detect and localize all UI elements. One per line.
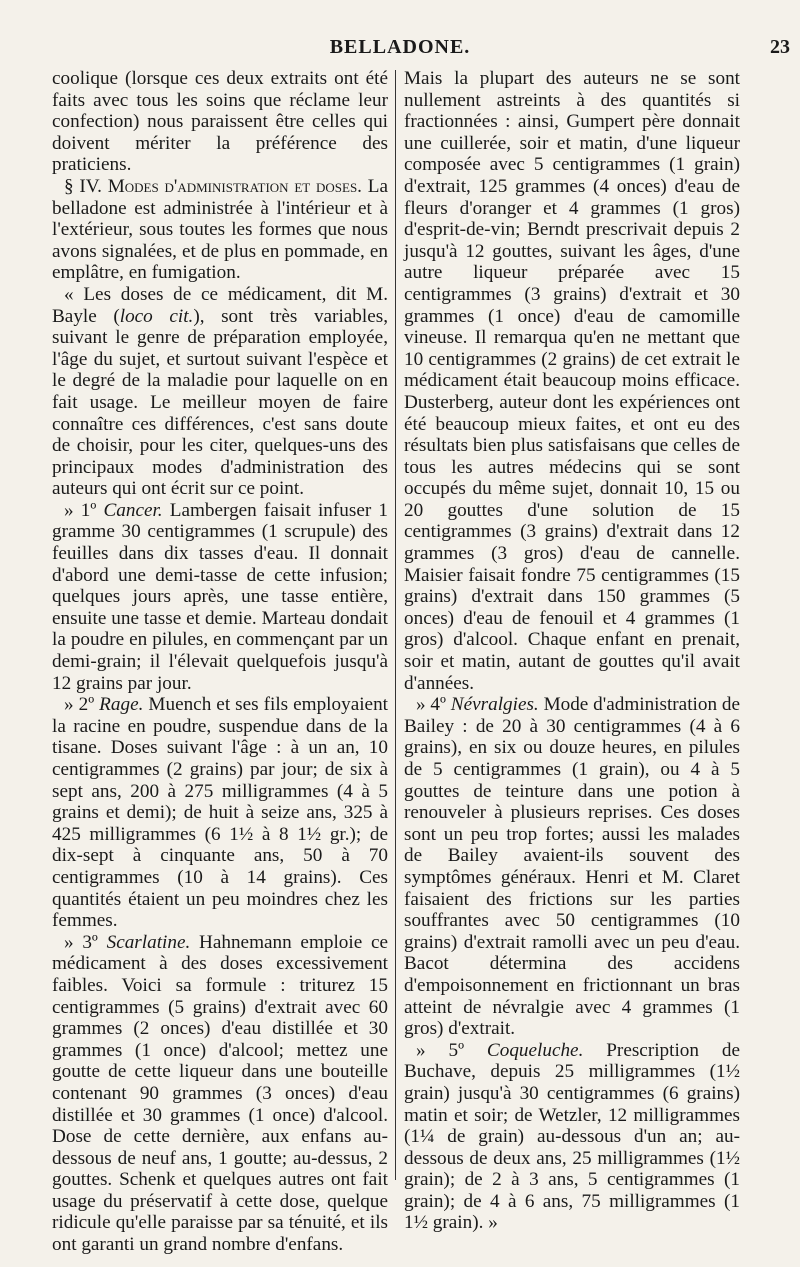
- item-heading: Névralgies.: [450, 694, 539, 716]
- section-paragraph: [52, 176, 388, 284]
- item-heading: Scarlatine.: [106, 931, 191, 953]
- item-text: Lambergen faisait infuser 1 gramme 30 centigrammes (1 scrupule) des feuilles dans dix tasses d'eau. Il donnait d'abord une demi-tasse de cette infusion; quelques jours après, une tasse entière, ensuite une tasse et demie. Marteau dondait la poudre en pilules, en commençant par un demi-grain; il l'élevait quelquefois jusqu'à 12 grains par jour.: [52, 499, 388, 694]
- item-heading: Cancer.: [103, 499, 163, 521]
- item-heading: Coqueluche.: [486, 1039, 584, 1061]
- column-divider: [395, 70, 396, 1180]
- paragraph: Mais la plupart des auteurs ne se sont nullement astreints à des quantités si fractionnées : ainsi, Gumpert père donnait une cuillerée, soir et matin, d'une liqueur composée avec 5 centigrammes (1 grain) d'extrait, 125 grammes (4 onces) d'eau de fleurs d'oranger et 4 grammes (1 gros) d'esprit-de-vin; Berndt prescrivait depuis 2 jusqu'à 12 gouttes, suivant les âges, d'une autre liqueur préparée avec 15 centigrammes (3 grains) d'extrait et 30 grammes (1 once) d'eau de camomille vineuse. Il remarqua qu'en ne mettant que 10 centigrammes (2 grains) de cet extrait le médicament était beaucoup moins efficace. Dusterberg, auteur dont les expériences ont été beaucoup mieux faites, et ont eu des résultats bien plus satisfaisans que celles de tous les autres médecins qui se sont occupés du même sujet, donnait 10, 15 ou 20 gouttes d'une solution de 15 centigrammes (3 grains) d'extrait dans 12 grammes (3 gros) d'eau de cannelle. Maisier faisait fondre 75 centigrammes (15 grains) d'extrait dans 150 grammes (5 onces) d'eau de fenouil et 4 grammes (1 gros) d'alcool. Chaque enfant en prenait, soir et matin, autant de gouttes qu'il avait d'années.: [404, 68, 740, 694]
- item-number: » 4º: [416, 694, 451, 716]
- item-number: » 5º: [416, 1039, 487, 1061]
- item-number: » 1º: [64, 499, 104, 521]
- item-number: » 3º: [64, 931, 107, 953]
- paragraph-cancer: [52, 500, 388, 694]
- paragraph: [52, 284, 388, 500]
- running-title: BELLADONE.: [329, 36, 471, 58]
- section-heading: § IV. Modes d'administration et doses.: [64, 175, 362, 197]
- paragraph-rage: [52, 694, 388, 932]
- item-text: Mode d'administration de Bailey : de 20 à 30 centigrammes (4 à 6 grains), en six ou douze heures, en pilules de 5 centigrammes (1 grain), ou 4 à 5 gouttes de teinture dans une potion à renouveler à plusieurs reprises. Ces doses sont un peu trop fortes; aussi les malades de Bailey avaient-ils souvent des symptômes généraux. Henri et M. Claret faisaient des frictions sur les parties souffrantes avec 50 centigrammes (10 grains) d'extrait ramolli avec un peu d'eau. Bacot détermina des accidens d'empoisonnement en frictionnant un bras atteint de névralgie avec 4 grammes (1 gros) d'extrait.: [404, 694, 740, 1040]
- paragraph-coqueluche: [404, 1040, 740, 1234]
- page-number: 23: [770, 36, 790, 58]
- item-text: Hahnemann emploie ce médicament à des doses excessivement faibles. Voici sa formule : triturez 15 centigrammes (5 grains) d'extrait avec 60 grammes (2 onces) d'eau distillée et 30 grammes (1 once) d'alcool; mettez une goutte de cette liqueur dans une bouteille contenant 90 grammes (3 onces) d'eau distillée et 30 grammes (1 once) d'alcool. Dose de cette dernière, aux enfans au-dessous de neuf ans, 1 goutte; au-dessus, 2 gouttes. Schenk et quelques autres ont fait usage du préservatif à cette dose, quelque ridicule qu'elle paraisse par sa ténuité, et ils ont garanti un grand nombre d'enfans.: [52, 931, 388, 1256]
- text-run: ), sont très variables, suivant le genre de préparation employée, l'âge du sujet, et surtout suivant l'espèce et le degré de la maladie pour laquelle on en fait usage. Le meilleur moyen de faire connaître ces différences, c'est sans doute de choisir, pour les citer, quelques-uns des principaux modes d'administration des auteurs qui ont écrit sur ce point.: [52, 305, 388, 500]
- citation: loco cit.: [119, 305, 194, 327]
- text-run: « Les doses de ce médicament, dit M. Bayle (: [52, 283, 388, 327]
- left-column: [52, 68, 388, 1256]
- paragraph-nevralgies: [404, 694, 740, 1040]
- section-text: La belladone est administrée à l'intérieur et à l'extérieur, sous toutes les formes que nous avons signalées, et de plus en pommade, en emplâtre, en fumigation.: [52, 175, 388, 284]
- right-column: [404, 68, 740, 1234]
- item-number: » 2º: [64, 694, 100, 716]
- paragraph: coolique (lorsque ces deux extraits ont été faits avec tous les soins que réclame leur confection) nous paraissent être celles qui doivent mériter la préférence des praticiens.: [52, 68, 388, 176]
- running-header: [0, 30, 800, 66]
- paragraph-scarlatine: [52, 932, 388, 1256]
- item-text: Muench et ses fils employaient la racine en poudre, suspendue dans de la tisane. Doses suivant l'âge : à un an, 10 centigrammes (2 grains) par jour; de six à sept ans, 200 à 275 milligrammes (4 à 5 grains et demi); de huit à seize ans, 325 à 425 milligrammes (6 1½ à 8 1½ gr.); de dix-sept à cinquante ans, 50 à 70 centigrammes (10 à 14 grains). Ces quantités étaient un peu moindres chez les femmes.: [52, 694, 388, 932]
- item-text: Prescription de Buchave, depuis 25 milligrammes (1½ grain) jusqu'à 30 centigrammes (6 grains) matin et soir; de Wetzler, 12 milligrammes (1¼ de grain) au-dessous d'un an; au-dessous de deux ans, 25 milligrammes (1½ grain); de 2 à 3 ans, 5 centigrammes (1 grain); de 4 à 6 ans, 75 milligrammes (1 1½ grain). »: [404, 1039, 740, 1234]
- item-heading: Rage.: [99, 694, 144, 716]
